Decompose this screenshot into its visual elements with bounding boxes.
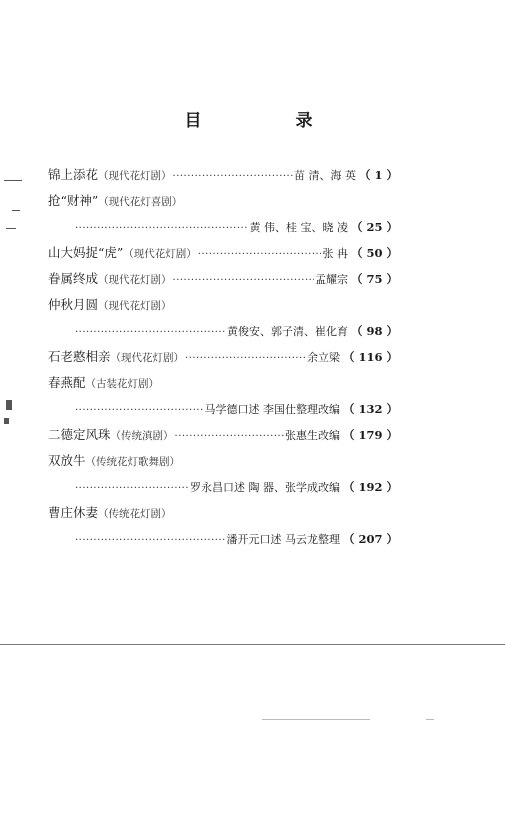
toc-entry [48, 344, 398, 370]
scan-mark [4, 418, 9, 424]
toc-entry-credit [48, 526, 398, 552]
entry-title: 石老憨相亲 [48, 349, 111, 364]
toc-entry [48, 266, 398, 292]
entry-title: 春燕配 [48, 375, 86, 390]
entry-genre: （现代花灯剧） [98, 170, 172, 182]
entry-genre: （现代花灯剧） [123, 248, 197, 260]
dot-leader [75, 528, 225, 554]
dot-leader [75, 216, 248, 242]
toc-entries [48, 162, 398, 552]
entry-page: （ 75 ） [350, 272, 398, 286]
entry-author: 潘开元口述 马云龙整理 [226, 533, 340, 546]
toc-entry-credit [48, 396, 398, 422]
entry-author: 张惠生改编 [284, 429, 340, 442]
entry-title: 山大妈捉“虎” [48, 245, 124, 260]
toc-entry [48, 448, 398, 474]
entry-page: （ 25 ） [350, 220, 398, 234]
entry-author: 余立梁 [306, 351, 340, 364]
dot-leader [75, 398, 203, 424]
entry-page: （ 98 ） [350, 324, 398, 338]
entry-page: （ 192 ） [342, 480, 398, 494]
toc-entry [48, 422, 398, 448]
entry-title: 双放牛 [48, 453, 86, 468]
entry-author: 孟耀宗 [314, 273, 348, 286]
toc-entry-credit [48, 214, 398, 240]
scan-mark [6, 400, 12, 410]
entry-author: 马学德口述 李国仕整理改编 [204, 403, 340, 416]
toc-entry [48, 240, 398, 266]
dot-leader [175, 424, 284, 450]
toc-entry [48, 188, 398, 214]
entry-author: 罗永昌口述 陶 器、张学成改编 [189, 481, 340, 494]
entry-genre: （现代花灯剧） [98, 300, 172, 312]
toc-entry-credit [48, 474, 398, 500]
scan-mark [12, 210, 20, 211]
entry-genre: （古装花灯剧） [85, 378, 160, 390]
entry-genre: （传统花灯剧） [98, 508, 172, 520]
entry-title: 二德定风珠 [48, 427, 111, 442]
page-divider-faint [262, 719, 370, 720]
entry-genre: （现代花灯剧） [110, 352, 185, 364]
dot-leader [173, 164, 293, 190]
page-divider [0, 644, 505, 645]
entry-genre: （传统滇剧） [110, 430, 174, 442]
entry-genre: （现代花灯喜剧） [98, 196, 183, 208]
toc-entry [48, 370, 398, 396]
toc-entry [48, 162, 398, 188]
page-divider-faint [426, 719, 434, 720]
toc-entry [48, 292, 398, 318]
entry-title: 曹庄休妻 [48, 505, 99, 520]
dot-leader [75, 476, 189, 502]
entry-page: （ 207 ） [342, 532, 398, 546]
entry-title: 眷属终成 [48, 271, 99, 286]
toc-heading: 目 录 [184, 111, 357, 131]
entry-author: 黄俊安、郭子清、崔化育 [226, 325, 348, 338]
entry-page: （ 50 ） [350, 246, 398, 260]
entry-genre: （现代花灯剧） [98, 274, 172, 286]
entry-title: 抢“财神” [48, 193, 99, 208]
entry-title: 锦上添花 [48, 167, 99, 182]
entry-page: （ 116 ） [342, 350, 398, 364]
dot-leader [185, 346, 306, 372]
entry-page: （ 132 ） [342, 402, 398, 416]
entry-title: 仲秋月圆 [48, 297, 99, 312]
toc-entry-credit [48, 318, 398, 344]
entry-page: （ 179 ） [342, 428, 398, 442]
toc-entry [48, 500, 398, 526]
entry-author: 苗 清、海 英 [293, 169, 356, 182]
entry-author: 黄 伟、桂 宝、晓 凌 [249, 221, 348, 234]
dot-leader [173, 268, 314, 294]
entry-page: （ 1 ） [358, 168, 398, 182]
dot-leader [198, 242, 322, 268]
scan-mark [4, 180, 22, 181]
entry-author: 张 冉 [322, 247, 348, 260]
scan-mark [6, 228, 16, 229]
dot-leader [75, 320, 226, 346]
entry-genre: （传统花灯歌舞剧） [85, 456, 181, 468]
